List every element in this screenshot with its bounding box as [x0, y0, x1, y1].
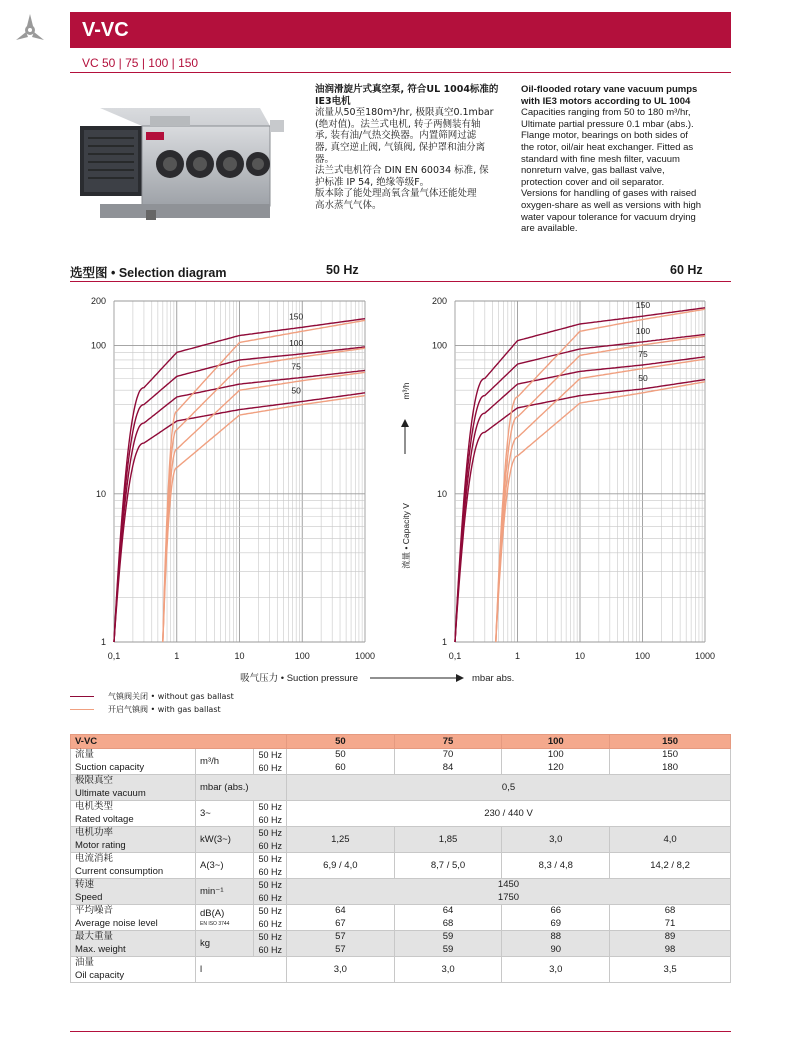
cell	[394, 905, 502, 931]
description-cn-line: 版本除了能处理高氧含量气体还能处理	[315, 188, 477, 200]
table-header-cell: 100	[502, 735, 610, 749]
row-label-en: Suction capacity	[75, 761, 145, 773]
table-row	[71, 801, 731, 827]
description-cn-line: (绝对值)。法兰式电机, 转子两侧装有轴	[315, 118, 481, 130]
unit-standard: EN ISO 3744	[200, 920, 230, 927]
selection-charts	[60, 286, 740, 686]
legend-label: 气镇阀关闭 • without gas ballast	[108, 692, 234, 701]
cell	[502, 931, 610, 957]
cell-value: 180	[662, 761, 678, 773]
cell	[502, 749, 610, 775]
company-logo	[12, 12, 48, 48]
y-tick-label: 200	[431, 296, 447, 306]
cell	[610, 749, 731, 775]
row-hz	[254, 749, 287, 775]
row-label-en: Max. weight	[75, 943, 126, 955]
spec-table	[70, 734, 731, 983]
row-label-cn: 电流消耗	[75, 853, 114, 864]
row-hz	[254, 931, 287, 957]
cell-value: 8,3 / 4,8	[502, 853, 610, 879]
description-cn	[315, 84, 507, 212]
description-en-line: water vapour tolerance for vacuum drying	[521, 211, 696, 223]
row-label	[71, 749, 196, 775]
cell-value: 14,2 / 8,2	[610, 853, 731, 879]
hz-label: 60 Hz	[258, 892, 282, 903]
cell-value: 64	[335, 905, 346, 916]
cell-value: 57	[335, 943, 346, 955]
cell-value: 69	[550, 917, 562, 929]
divider	[70, 281, 731, 282]
chart-60hz-title: 60 Hz	[670, 263, 703, 277]
row-label-cn: 转速	[75, 879, 95, 890]
row-label-cn: 电机功率	[75, 827, 114, 838]
cell-value: 59	[442, 943, 454, 955]
cell-value: 1,25	[287, 827, 395, 853]
x-tick-label: 100	[634, 651, 651, 661]
x-tick-label: 1	[174, 651, 180, 661]
footer-divider	[70, 1031, 731, 1032]
page-title: V-VC	[82, 19, 129, 41]
description-cn-line: 承, 装有油/气热交换器。内置筛网过滤	[315, 130, 477, 142]
y-tick-label: 10	[436, 488, 447, 499]
table-row	[71, 827, 731, 853]
x-tick-label: 1000	[694, 651, 716, 661]
section-title: 选型图 • Selection diagram	[70, 266, 227, 280]
description-en-line: Ultimate partial pressure 0.1 mbar (abs.).	[521, 118, 694, 130]
row-label-cn: 最大重量	[75, 931, 114, 942]
series-line-50-with	[496, 382, 705, 642]
row-label-cn: 极限真空	[75, 775, 114, 786]
description-en-line: Versions for handling of gases with raised	[521, 188, 697, 200]
row-label	[71, 801, 196, 827]
cell-value: 70	[442, 749, 454, 760]
cell-value: 64	[442, 905, 454, 916]
cell-value: 1450	[497, 879, 520, 890]
cell-value: 3,0	[502, 957, 610, 983]
cell-value: 68	[442, 917, 454, 929]
y-tick-label: 1	[100, 637, 106, 647]
legend-item-with	[70, 703, 234, 716]
series-label: 75	[291, 361, 301, 372]
description-en-title: Oil-flooded rotary vane vacuum pumps	[521, 84, 698, 95]
row-label-cn: 油量	[75, 957, 95, 968]
hz-label: 60 Hz	[258, 840, 282, 851]
table-row	[71, 957, 731, 983]
table-row	[71, 853, 731, 879]
row-label-en: Rated voltage	[75, 813, 134, 825]
description-cn-line: 流量从50至180m³/hr, 极限真空0.1mbar	[315, 107, 494, 119]
row-unit: 3~	[196, 801, 254, 827]
cell-value: 57	[335, 931, 346, 942]
series-line-50-with	[163, 396, 365, 642]
cell-value: 120	[547, 761, 564, 773]
x-axis-unit: mbar abs.	[472, 673, 515, 684]
row-label	[71, 827, 196, 853]
table-row	[71, 775, 731, 801]
row-unit: mbar (abs.)	[196, 775, 287, 801]
hz-label: 60 Hz	[258, 762, 282, 773]
cell-value: 150	[662, 749, 678, 760]
row-hz	[254, 879, 287, 905]
description-en-line: protection cover and oil separator.	[521, 176, 665, 188]
row-hz	[254, 905, 287, 931]
header-bar	[70, 12, 731, 48]
table-row	[71, 749, 731, 775]
series-label: 75	[638, 348, 648, 359]
x-tick-label: 10	[234, 651, 245, 661]
cell	[287, 905, 395, 931]
row-label-en: Average noise level	[75, 917, 158, 929]
cell-value: 3,0	[287, 957, 395, 983]
cell-value: 50	[335, 749, 346, 760]
cell-value: 71	[664, 917, 676, 929]
y-tick-label: 100	[90, 340, 106, 351]
series-label: 50	[638, 372, 648, 383]
cell-value: 3,0	[394, 957, 502, 983]
row-label-en: Current consumption	[75, 865, 164, 877]
hz-label: 50 Hz	[258, 828, 282, 838]
table-row	[71, 905, 731, 931]
x-tick-label: 1000	[354, 651, 376, 661]
cell-value: 59	[442, 931, 454, 942]
row-unit: min⁻¹	[196, 879, 254, 905]
cell-value: 68	[664, 905, 676, 916]
cell-value: 90	[550, 943, 562, 955]
cell	[394, 749, 502, 775]
cell-value: 84	[442, 761, 454, 773]
description-cn-line: 器, 真空逆止阀, 气镇阀, 保护罩和油分离	[315, 141, 486, 153]
x-tick-label: 100	[294, 651, 310, 661]
table-header-cell: V-VC	[71, 735, 287, 749]
table-row	[71, 879, 731, 905]
description-en-line: standard with fine mesh filter, vacuum	[521, 153, 680, 165]
table-header-row	[71, 735, 731, 749]
x-axis-arrowhead	[456, 674, 464, 682]
row-hz	[254, 801, 287, 827]
cell-value: 60	[335, 761, 346, 773]
hz-label: 50 Hz	[258, 932, 282, 942]
row-unit: kg	[196, 931, 254, 957]
row-label	[71, 879, 196, 905]
row-unit: l	[196, 957, 287, 983]
row-label	[71, 957, 196, 983]
description-en	[521, 84, 731, 235]
row-label	[71, 931, 196, 957]
series-label: 100	[635, 325, 651, 336]
legend-item-without	[70, 690, 234, 703]
y-axis-arrowhead	[401, 419, 409, 427]
description-cn-line: 高水蒸气气体。	[315, 199, 382, 211]
cell-value: 3,5	[610, 957, 731, 983]
x-tick-label: 1	[514, 651, 521, 661]
table-header-cell: 50	[287, 735, 395, 749]
cell-value: 4,0	[610, 827, 731, 853]
unit-value: dB(A)	[200, 908, 225, 920]
description-en-title: with IE3 motors according to UL 1004	[521, 95, 691, 107]
description-en-line: nonreturn valve, gas ballast valve,	[521, 165, 665, 177]
hz-label: 60 Hz	[258, 944, 282, 955]
cell-value: 66	[550, 905, 562, 916]
cell-value: 88	[550, 931, 562, 942]
hz-label: 50 Hz	[258, 880, 282, 890]
cell-value: 8,7 / 5,0	[394, 853, 502, 879]
legend-swatch-without	[70, 696, 94, 698]
y-tick-label: 10	[95, 488, 106, 499]
cell	[394, 931, 502, 957]
cell	[610, 931, 731, 957]
row-label	[71, 853, 196, 879]
cell-value: 100	[547, 749, 564, 760]
series-line-100-with	[163, 348, 365, 642]
y-tick-label: 200	[90, 296, 106, 306]
row-label-cn: 平均噪音	[75, 905, 114, 916]
cell	[287, 879, 731, 905]
row-unit: kW(3~)	[196, 827, 254, 853]
row-label-cn: 电机类型	[75, 801, 114, 812]
cell-value: 3,0	[502, 827, 610, 853]
y-tick-label: 1	[441, 637, 447, 647]
row-hz	[254, 853, 287, 879]
row-label	[71, 905, 196, 931]
row-label-en: Ultimate vacuum	[75, 787, 146, 799]
cell-value: 67	[335, 917, 346, 929]
table-row	[71, 931, 731, 957]
y-axis-unit: m³/h	[401, 382, 411, 400]
series-label: 150	[635, 300, 651, 311]
cell-value: 0,5	[287, 775, 731, 801]
hz-label: 60 Hz	[258, 918, 282, 929]
hz-label: 50 Hz	[258, 750, 282, 760]
model-subtitle: VC 50 | 75 | 100 | 150	[82, 56, 199, 70]
cell	[287, 931, 395, 957]
description-en-line: Flange motor, bearings on both sides of	[521, 130, 688, 142]
cell	[502, 905, 610, 931]
description-cn-title: 油润滑旋片式真空泵, 符合UL 1004标准的IE3电机	[315, 84, 499, 107]
row-label	[71, 775, 196, 801]
table-header-cell: 75	[394, 735, 502, 749]
chart-50hz-title: 50 Hz	[326, 263, 359, 277]
row-hz	[254, 827, 287, 853]
row-label-en: Speed	[75, 891, 103, 903]
hz-label: 50 Hz	[258, 802, 282, 812]
hz-label: 60 Hz	[258, 814, 282, 825]
divider	[70, 72, 731, 73]
description-en-line: oxygen-share as well as versions with high	[521, 199, 702, 211]
cell-value: 89	[664, 931, 676, 942]
legend-label: 开启气镇阀 • with gas ballast	[108, 705, 221, 714]
description-cn-line: 护标准 IP 54, 绝缘等级F。	[315, 176, 430, 188]
x-tick-label: 10	[574, 651, 586, 661]
row-label-en: Oil capacity	[75, 969, 125, 981]
series-label: 100	[289, 337, 304, 348]
hz-label: 60 Hz	[258, 866, 282, 877]
row-unit: m³/h	[196, 749, 254, 775]
cell-value: 6,9 / 4,0	[287, 853, 395, 879]
x-tick-label: 0,1	[448, 651, 462, 661]
cell-value: 1,85	[394, 827, 502, 853]
series-line-150-with	[496, 309, 705, 642]
y-tick-label: 100	[431, 340, 447, 351]
x-tick-label: 0,1	[107, 651, 121, 661]
cell-value: 230 / 440 V	[287, 801, 731, 827]
series-label: 50	[291, 385, 301, 396]
cell	[287, 749, 395, 775]
cell-value: 1750	[497, 891, 520, 903]
legend-swatch-with	[70, 709, 94, 711]
description-en-line: are available.	[521, 223, 578, 235]
row-unit: A(3~)	[196, 853, 254, 879]
pump-photo	[70, 86, 298, 234]
cell	[610, 905, 731, 931]
hz-label: 50 Hz	[258, 854, 282, 864]
hz-label: 50 Hz	[258, 906, 282, 916]
row-unit	[196, 905, 254, 931]
row-label-cn: 流量	[75, 749, 95, 760]
series-label: 150	[289, 311, 304, 322]
description-cn-line: 器。	[315, 153, 335, 165]
y-axis-label: 流量 • Capacity V	[401, 503, 411, 569]
description-en-line: the rotor, oil/air heat exchanger. Fitted as	[521, 141, 694, 153]
cell-value: 98	[664, 943, 676, 955]
description-cn-line: 法兰式电机符合 DIN EN 60034 标准, 保	[315, 165, 489, 177]
chart-legend	[70, 690, 234, 716]
description-en-line: Capacities ranging from 50 to 180 m³/hr,	[521, 107, 691, 119]
row-label-en: Motor rating	[75, 839, 126, 851]
table-header-cell: 150	[610, 735, 731, 749]
x-axis-label: 吸气压力 • Suction pressure	[240, 673, 358, 684]
